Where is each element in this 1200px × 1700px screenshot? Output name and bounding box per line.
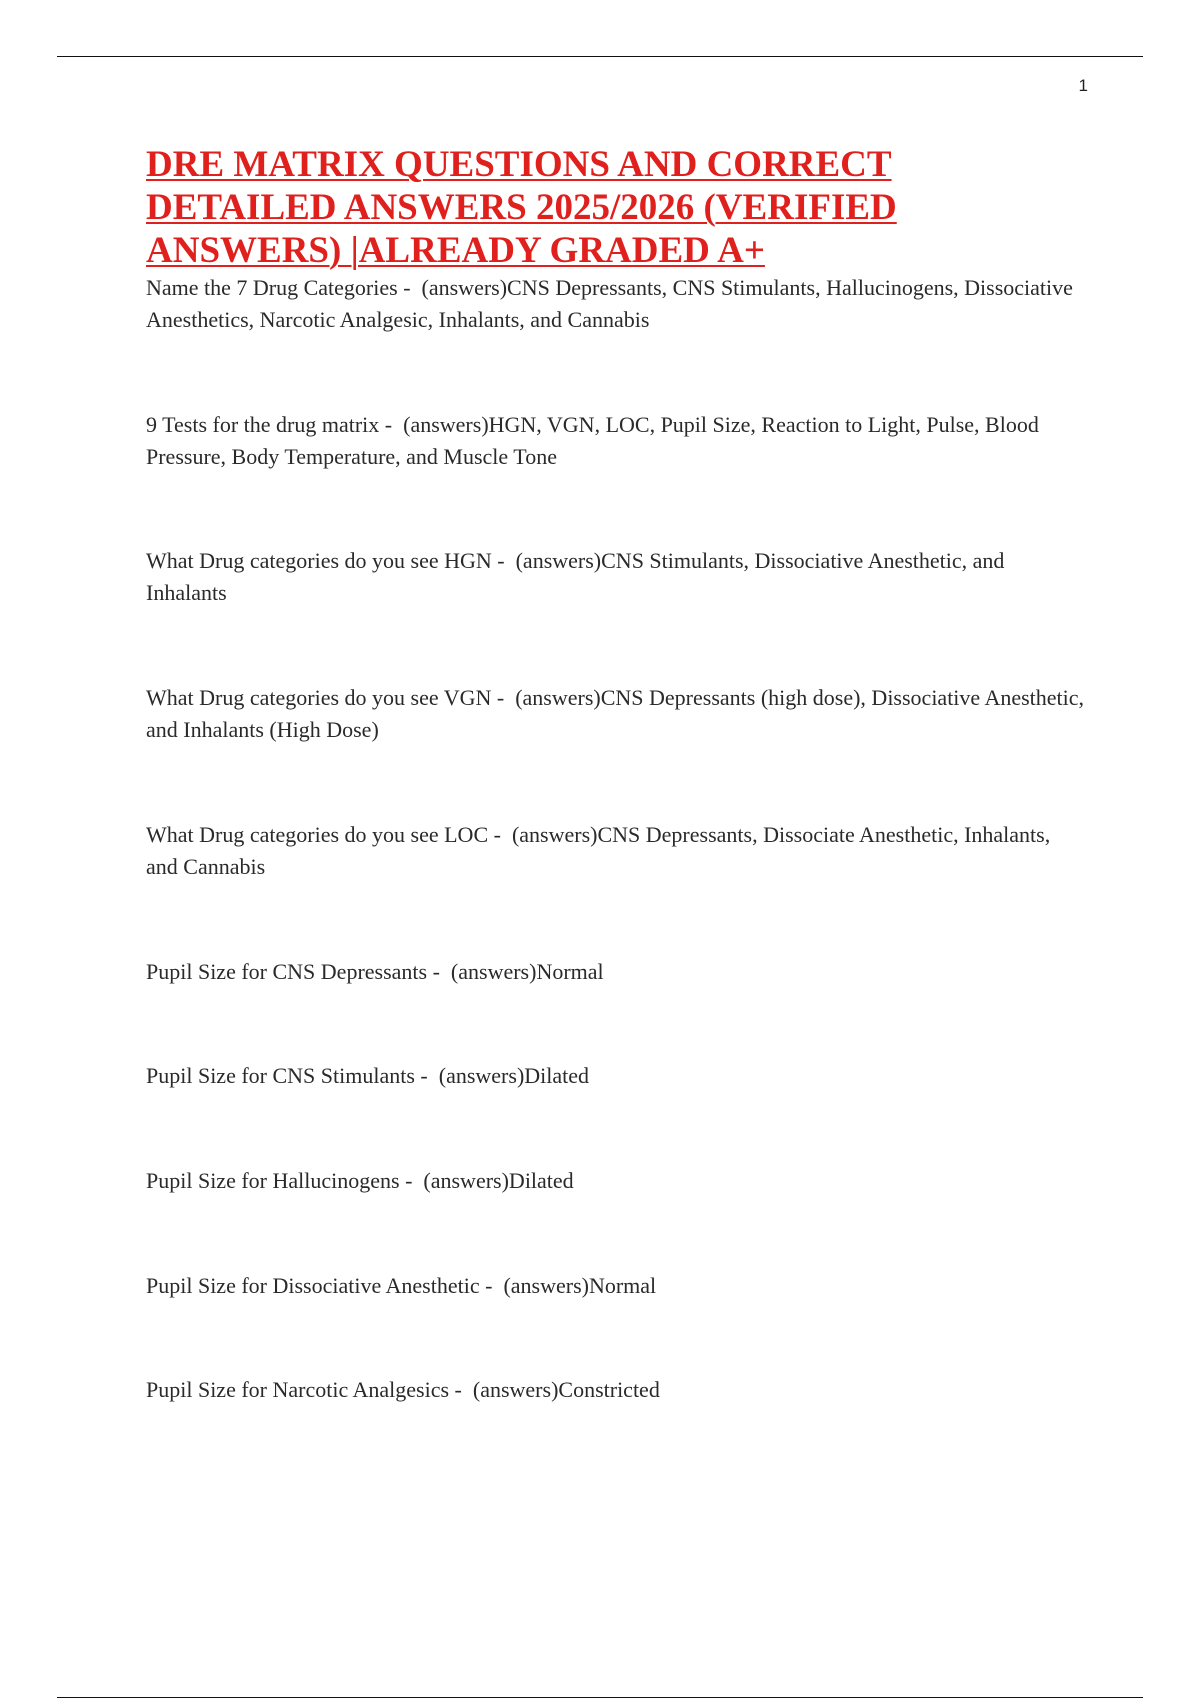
qa-item [146, 1165, 1086, 1197]
answer-text: (answers)CNS Depressants (high dose), Dissociative Anesthetic, and Inhalants (High Dose) [146, 685, 1085, 742]
question-text: Pupil Size for Dissociative Anesthetic - [146, 1273, 503, 1298]
question-text: Pupil Size for Narcotic Analgesics - [146, 1377, 473, 1402]
page-number: 1 [1078, 76, 1088, 95]
answer-text: (answers)CNS Depressants, Dissociate Anesthetic, Inhalants, and Cannabis [146, 822, 1051, 879]
qa-item [146, 1060, 1086, 1092]
qa-item [146, 545, 1086, 609]
question-text: Pupil Size for Hallucinogens - [146, 1168, 423, 1193]
answer-text: (answers)CNS Stimulants, Dissociative Anesthetic, and Inhalants [146, 548, 1005, 605]
qa-item [146, 1270, 1086, 1302]
question-text: 9 Tests for the drug matrix - [146, 412, 403, 437]
qa-item [146, 819, 1086, 883]
answer-text: (answers)Dilated [438, 1063, 590, 1088]
answer-text: (answers)Normal [503, 1273, 657, 1298]
question-text: What Drug categories do you see VGN - [146, 685, 515, 710]
answer-text: (answers)HGN, VGN, LOC, Pupil Size, Reaction to Light, Pulse, Blood Pressure, Body Temperature, and Muscle Tone [146, 412, 1039, 469]
answer-text: (answers)Normal [450, 959, 604, 984]
question-text: Name the 7 Drug Categories - [146, 275, 422, 300]
answer-text: (answers)Constricted [472, 1377, 660, 1402]
question-text: Pupil Size for CNS Stimulants - [146, 1063, 439, 1088]
qa-item [146, 1374, 1086, 1406]
qa-item [146, 682, 1086, 746]
header-rule [57, 56, 1143, 57]
footer-rule [57, 1697, 1143, 1698]
document-title: DRE MATRIX QUESTIONS AND CORRECT DETAILED ANSWERS 2025/2026 (VERIFIED ANSWERS) |ALREADY GRADED A+ [146, 144, 897, 271]
qa-item [146, 272, 1086, 336]
question-text: Pupil Size for CNS Depressants - [146, 959, 451, 984]
answer-text: (answers)CNS Depressants, CNS Stimulants, Hallucinogens, Dissociative Anesthetics, Narcotic Analgesic, Inhalants, and Cannabis [146, 275, 1073, 332]
qa-item [146, 409, 1086, 473]
qa-item [146, 956, 1086, 988]
question-text: What Drug categories do you see LOC - [146, 822, 512, 847]
question-text: What Drug categories do you see HGN - [146, 548, 516, 573]
answer-text: (answers)Dilated [423, 1168, 574, 1193]
